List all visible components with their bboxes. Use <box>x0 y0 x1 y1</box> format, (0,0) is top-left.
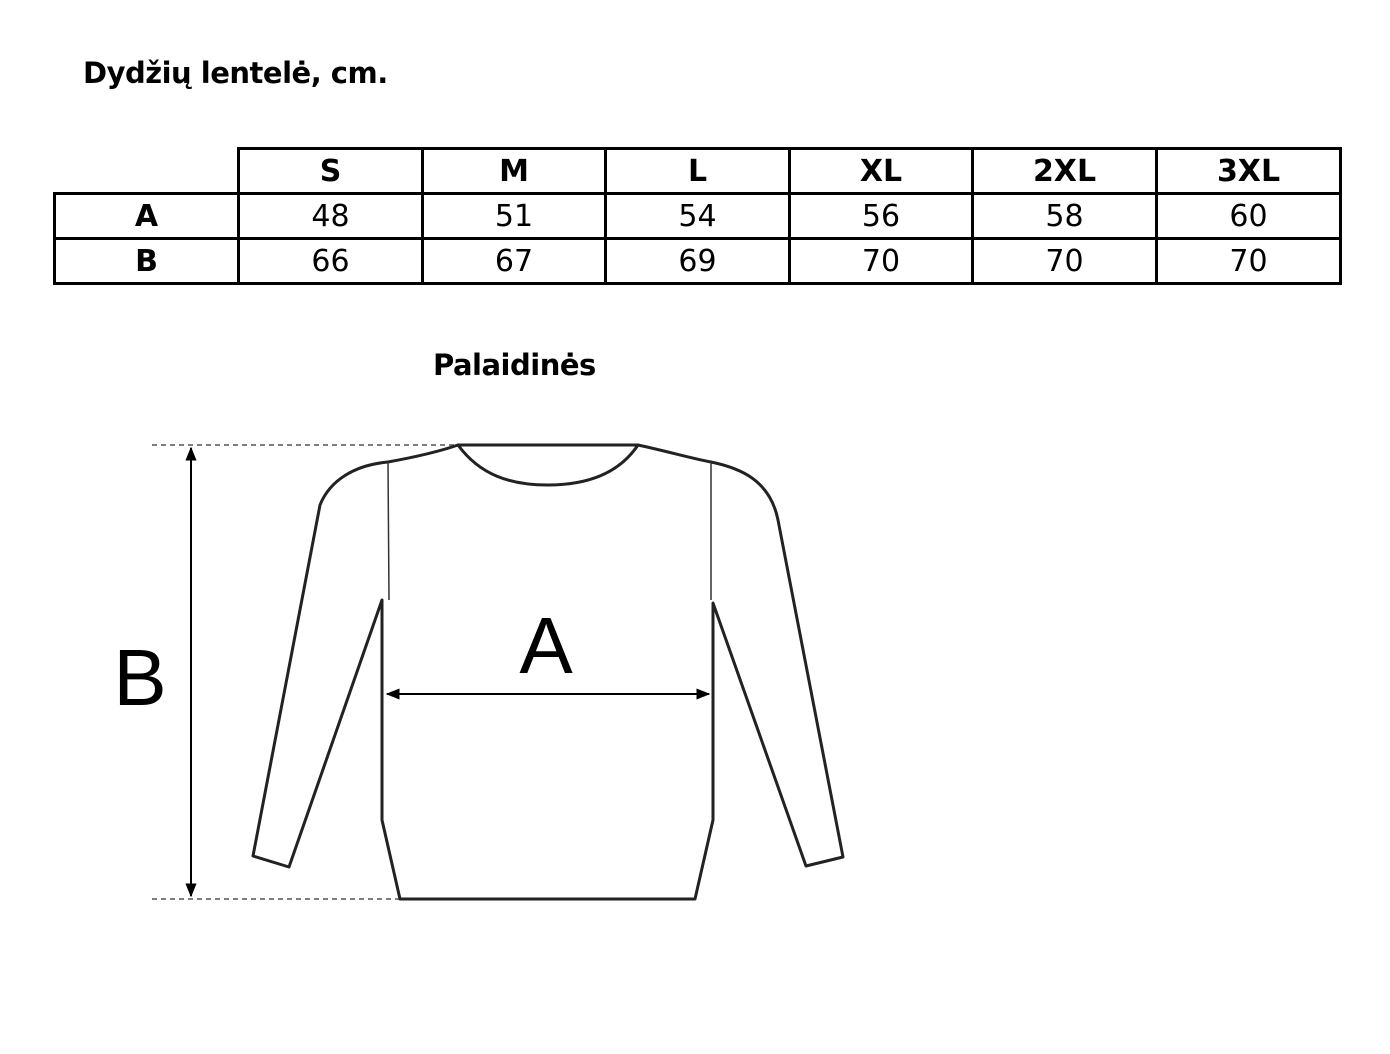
table-cell: 69 <box>606 239 790 284</box>
table-cell: 70 <box>1157 239 1341 284</box>
row-label-b: B <box>55 239 239 284</box>
page-title: Dydžių lentelė, cm. <box>83 56 388 90</box>
table-cell: 67 <box>423 239 606 284</box>
header-cell-3xl: 3XL <box>1157 149 1341 194</box>
length-label: B <box>113 633 167 722</box>
table-cell: 66 <box>239 239 423 284</box>
table-cell: 58 <box>973 194 1157 239</box>
width-label: A <box>519 601 573 690</box>
header-cell-m: M <box>423 149 606 194</box>
table-cell: 48 <box>239 194 423 239</box>
table-cell: 60 <box>1157 194 1341 239</box>
table-cell: 51 <box>423 194 606 239</box>
header-cell-l: L <box>606 149 790 194</box>
table-cell: 70 <box>790 239 973 284</box>
header-cell-xl: XL <box>790 149 973 194</box>
table-cell: 56 <box>790 194 973 239</box>
left-armhole-seam <box>388 462 389 600</box>
row-label-a: A <box>55 194 239 239</box>
table-cell: 54 <box>606 194 790 239</box>
neckline <box>458 445 638 485</box>
header-cell-2xl: 2XL <box>973 149 1157 194</box>
table-cell: 70 <box>973 239 1157 284</box>
header-cell-s: S <box>239 149 423 194</box>
garment-title: Palaidinės <box>433 348 596 382</box>
